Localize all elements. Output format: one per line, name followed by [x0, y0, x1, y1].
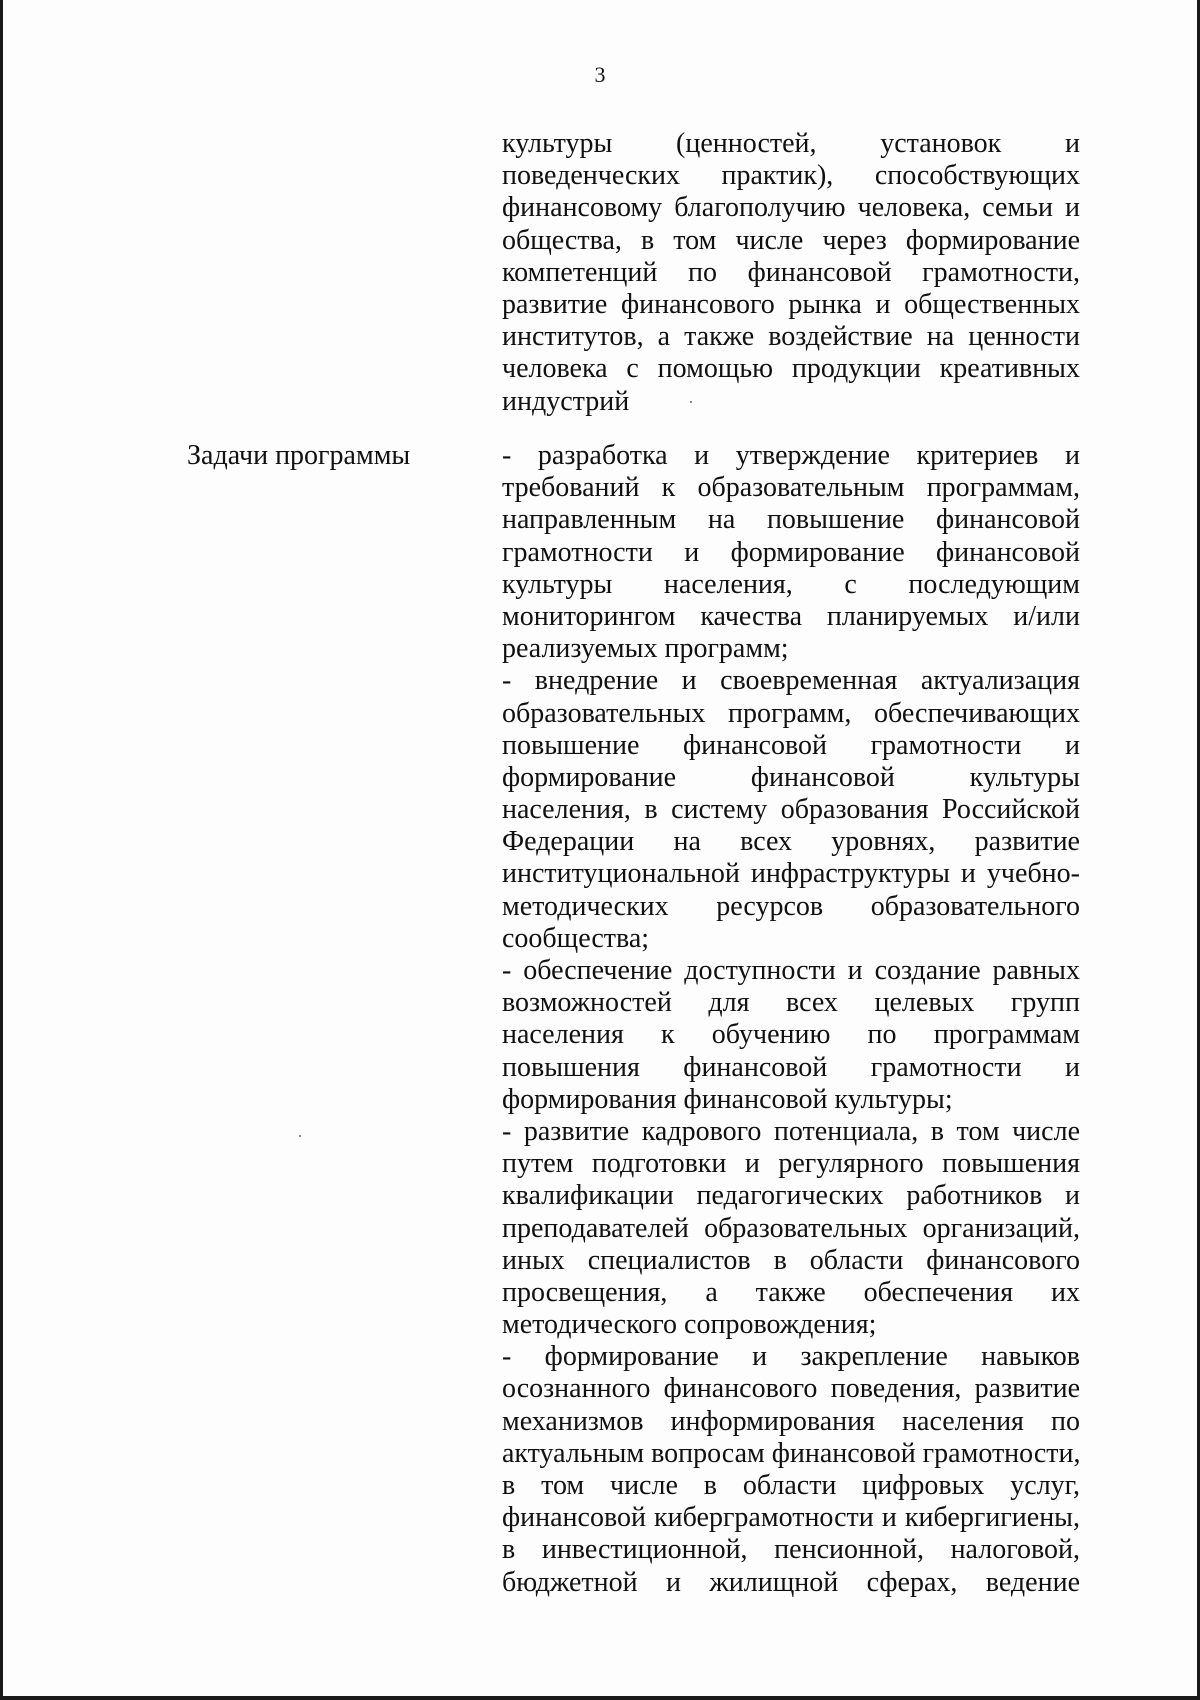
task-line: культуры населения, с последующим	[502, 568, 1080, 600]
task-line: повышение финансовой грамотности и	[502, 729, 1080, 761]
tasks-text	[502, 440, 1080, 1599]
task-line: возможностей для всех целевых групп	[502, 987, 1080, 1019]
goal-line: культуры (ценностей, установок и	[502, 128, 1080, 159]
scan-edge-bottom	[0, 1696, 1200, 1700]
task-line: механизмов информирования населения по	[502, 1405, 1080, 1437]
task-line: в том числе в области цифровых услуг,	[502, 1470, 1080, 1501]
task-line: актуальным вопросам финансовой грамотности,	[502, 1437, 1081, 1469]
task-line: направленным на повышение финансовой	[502, 504, 1080, 536]
tasks-section-label: Задачи программы	[187, 440, 411, 471]
page-number: 3	[594, 62, 606, 87]
task-line: - разработка и утверждение критериев и	[502, 440, 1080, 471]
goal-line: развитие финансового рынка и общественных	[502, 288, 1080, 320]
task-line: Федерации на всех уровнях, развитие	[502, 826, 1080, 858]
task-line: иных специалистов в области финансового	[502, 1244, 1080, 1276]
goal-line: индустрий	[502, 385, 630, 417]
task-line: институциональной инфраструктуры и учебно-	[502, 858, 1080, 890]
task-line: формирование финансовой культуры	[502, 761, 1080, 793]
task-line: методических ресурсов образовательного	[502, 890, 1080, 922]
task-line: - обеспечение доступности и создание равных	[502, 955, 1080, 986]
task-line: образовательных программ, обеспечивающих	[502, 697, 1080, 729]
task-line: грамотности и формирование финансовой	[502, 536, 1080, 568]
scan-speck	[690, 401, 692, 403]
task-line: населения к обучению по программам	[502, 1019, 1080, 1051]
task-line: - развитие кадрового потенциала, в том числе	[502, 1115, 1080, 1147]
goal-continuation-text	[502, 128, 1080, 418]
task-line: осознанного финансового поведения, развитие	[502, 1373, 1080, 1405]
task-line: мониторингом качества планируемых и/или	[502, 600, 1080, 632]
task-line: требований к образовательным программам,	[502, 472, 1080, 504]
task-line: формирования финансовой культуры;	[502, 1083, 953, 1115]
task-line: квалификации педагогических работников и	[502, 1180, 1080, 1212]
task-line: методического сопровождения;	[502, 1309, 877, 1341]
task-line: просвещения, а также обеспечения их	[502, 1276, 1080, 1308]
goal-line: институтов, а также воздействие на ценности	[502, 321, 1080, 353]
task-line: повышения финансовой грамотности и	[502, 1051, 1080, 1083]
task-line: в инвестиционной, пенсионной, налоговой,	[502, 1534, 1080, 1566]
scan-edge-left	[0, 0, 3, 1700]
goal-line: финансовому благополучию человека, семьи и	[502, 192, 1080, 224]
task-line: сообщества;	[502, 922, 650, 954]
task-line: - внедрение и своевременная актуализация	[502, 665, 1080, 697]
goal-line: компетенций по финансовой грамотности,	[502, 256, 1080, 288]
goal-line: общества, в том числе через формирование	[502, 224, 1080, 256]
task-line: путем подготовки и регулярного повышения	[502, 1148, 1080, 1180]
task-line: финансовой киберграмотности и кибергигиены,	[502, 1502, 1080, 1534]
task-line: населения, в систему образования Российской	[502, 794, 1080, 826]
task-line: преподавателей образовательных организаций,	[502, 1212, 1080, 1244]
goal-line: человека с помощью продукции креативных	[502, 353, 1080, 385]
task-line: реализуемых программ;	[502, 633, 789, 665]
scan-speck	[299, 1135, 301, 1137]
goal-line: поведенческих практик), способствующих	[502, 160, 1080, 192]
task-line: бюджетной и жилищной сферах, ведение	[502, 1566, 1080, 1598]
task-line: - формирование и закрепление навыков	[502, 1341, 1080, 1373]
